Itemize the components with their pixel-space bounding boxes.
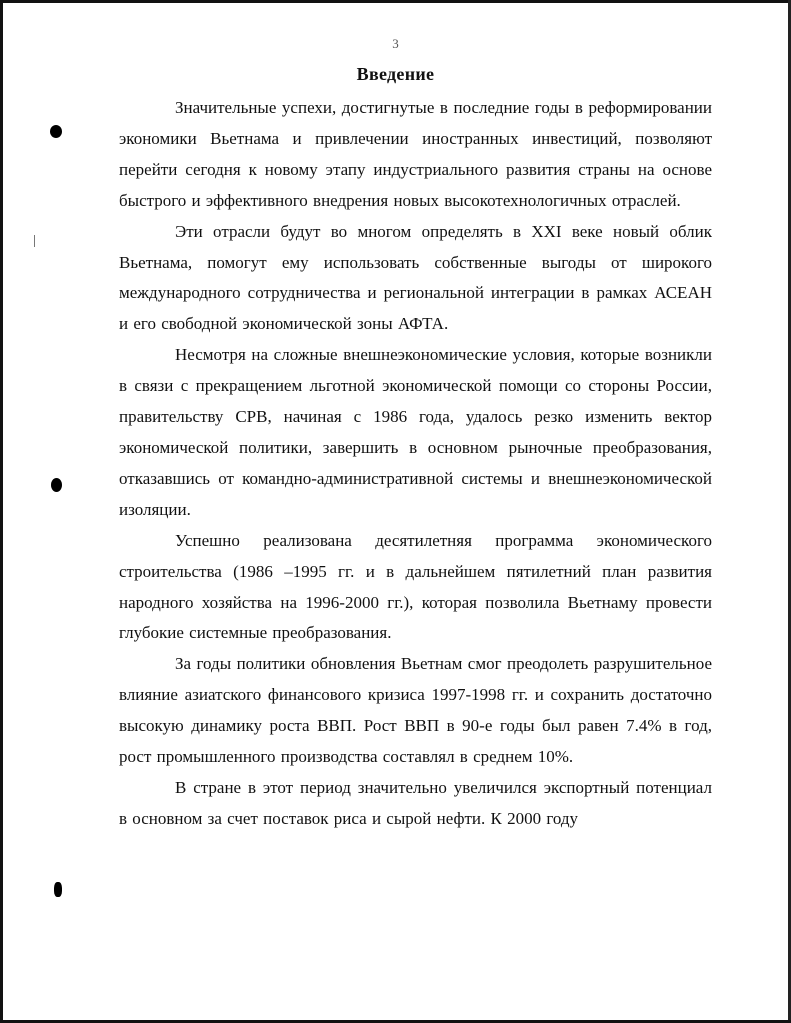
paragraph: Значительные успехи, достигнутые в последние годы в реформировании экономики Вьетнама и привлечении иностранных инвестиций, позволяют перейти сегодня к новому этапу индустриального развития страны на основе быстрого и эффективного внедрения новых высокотехнологичных отраслей. xyxy=(119,98,712,210)
paragraph: Несмотря на сложные внешнеэкономические условия, которые возникли в связи с прекращением льготной экономической помощи со стороны России, правительству СРВ, начиная с 1986 года, удалось резко изменить вектор экономической политики, завершить в основном рыночные преобразования, отказавшись от командно-административной системы и внешнеэкономической изоляции. xyxy=(119,345,712,519)
scan-edge-top xyxy=(0,0,791,3)
scan-artifact-line xyxy=(34,235,35,247)
paragraph: В стране в этот период значительно увеличился экспортный потенциал в основном за счет поставок риса и сырой нефти. К 2000 году xyxy=(119,777,712,828)
binder-hole-mark xyxy=(54,882,62,897)
paragraph: За годы политики обновления Вьетнам смог преодолеть разрушительное влияние азиатского финансового кризиса 1997-1998 гг. и сохранить достаточно высокую динамику роста ВВП. Рост ВВП в 90-е годы был равен 7.4% в год, рост промышленного производства составлял в среднем 10%. xyxy=(119,654,712,767)
body-text xyxy=(119,93,712,835)
binder-hole-mark xyxy=(50,125,62,138)
binder-hole-mark xyxy=(51,478,62,492)
page-number: 3 xyxy=(392,36,399,51)
paragraph: Эти отрасли будут во многом определять в XXI веке новый облик Вьетнама, помогут ему использовать собственные выгоды от широкого международного сотрудничества и региональной интеграции в рамках АСЕАН и его свободной экономической зоны АФТА. xyxy=(119,221,712,334)
page-title: Введение xyxy=(356,64,435,84)
scan-edge-left xyxy=(0,0,3,1023)
paragraph: Успешно реализована десятилетняя программа экономического строительства (1986 –1995 гг. и в дальнейшем пятилетний план развития народного хозяйства на 1996-2000 гг.), которая позволила Вьетнаму провести глубокие системные преобразования. xyxy=(119,530,712,643)
